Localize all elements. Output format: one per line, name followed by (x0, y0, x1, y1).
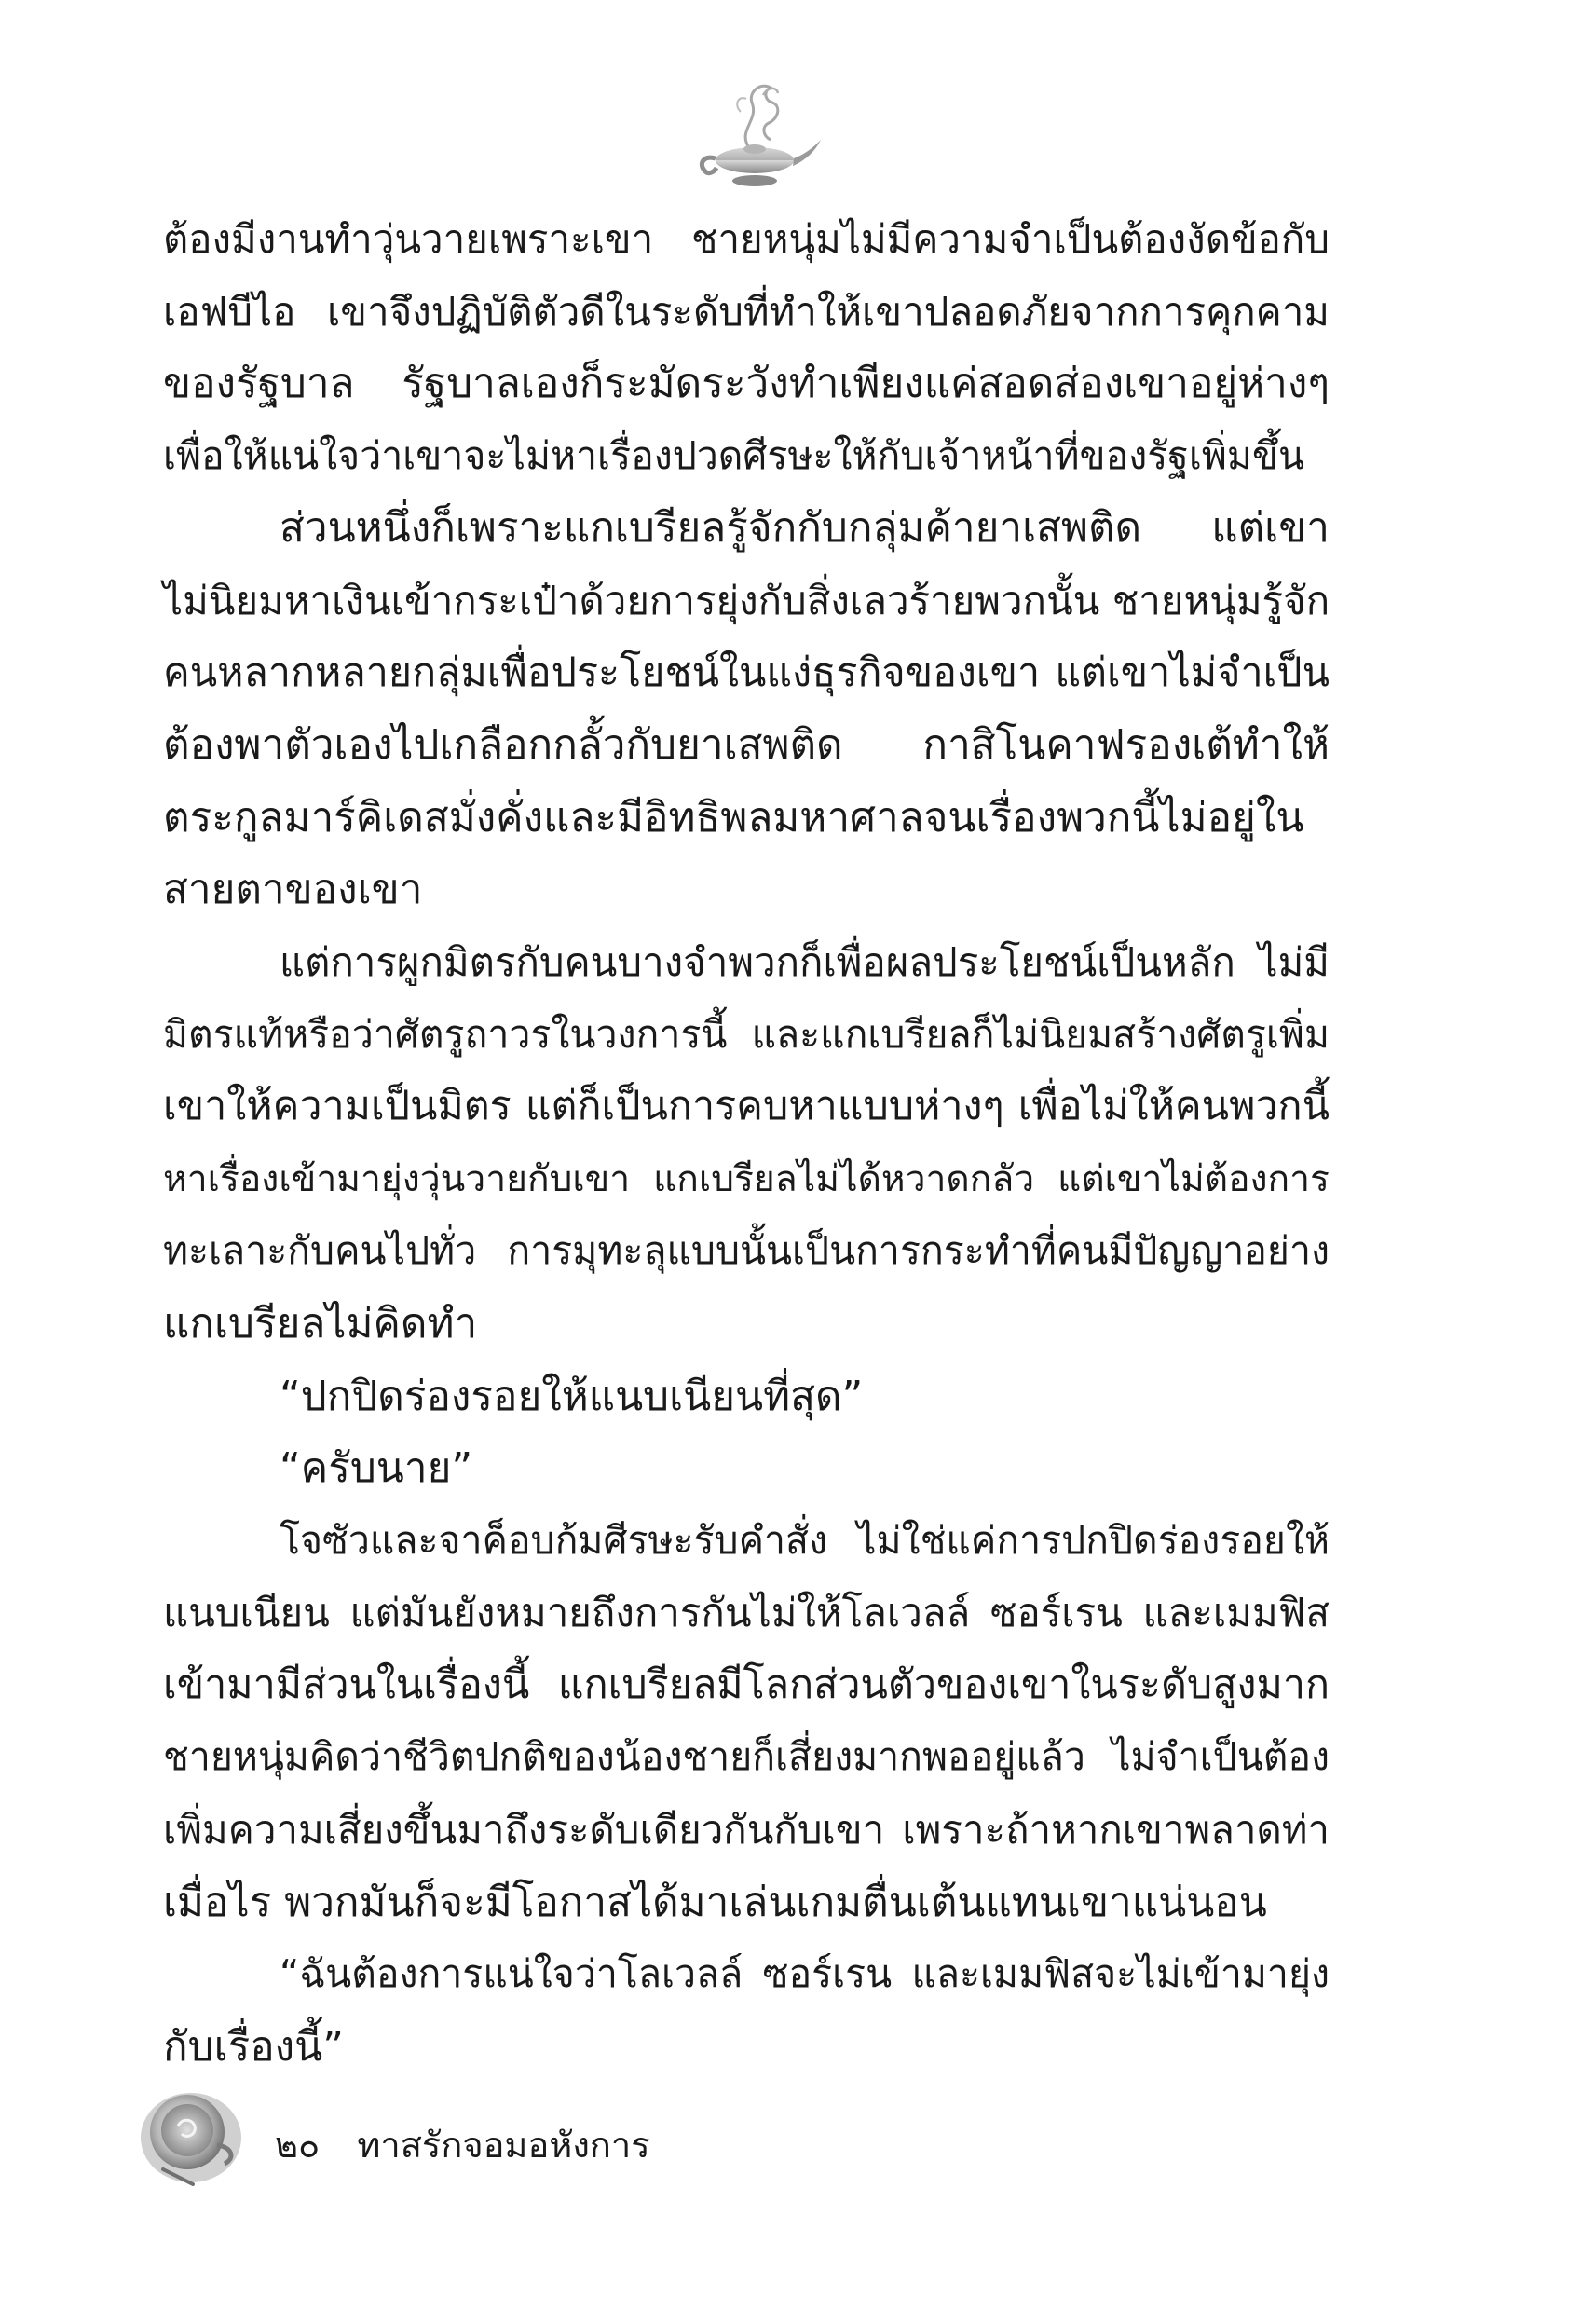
page-number: ๒๐ (275, 2125, 321, 2166)
coffee-cup-icon (135, 2080, 247, 2192)
text-line: กับเรื่องนี้” (163, 2022, 345, 2071)
text-line: “ปกปิดร่องรอยให้แนบเนียนที่สุด” (280, 1372, 864, 1420)
text-line: คนหลากหลายกลุ่มเพื่อประโยชน์ในแง่ธุรกิจของเขา แต่เขาไม่จำเป็น (163, 649, 1330, 696)
text-line: ต้องมีงานทำวุ่นวายเพราะเขา ชายหนุ่มไม่มีความจำเป็นต้องงัดข้อกับ (163, 216, 1330, 262)
text-line: ชายหนุ่มคิดว่าชีวิตปกติของน้องชายก็เสี่ยงมากพออยู่แล้ว ไม่จำเป็นต้อง (163, 1734, 1330, 1780)
text-line: แกเบรียลไม่คิดทำ (163, 1299, 478, 1347)
text-line: ทะเลาะกับคนไปทั่ว การมุทะลุแบบนั้นเป็นการกระทำที่คนมีปัญญาอย่าง (163, 1228, 1330, 1274)
text-line: หาเรื่องเข้ามายุ่งวุ่นวายกับเขา แกเบรียลไม่ได้หวาดกลัว แต่เขาไม่ต้องการ (163, 1157, 1330, 1200)
text-line: โจซัวและจาค็อบก้มศีรษะรับคำสั่ง ไม่ใช่แค่การปกปิดร่องรอยให้ (280, 1517, 1330, 1563)
body-text (163, 203, 1330, 2083)
text-line: ส่วนหนึ่งก็เพราะแกเบรียลรู้จักกับกลุ่มค้ายาเสพติด แต่เขา (280, 504, 1330, 553)
text-line: เขาให้ความเป็นมิตร แต่ก็เป็นการคบหาแบบห่างๆ เพื่อไม่ให้คนพวกนี้ (163, 1083, 1330, 1130)
text-line: ไม่นิยมหาเงินเข้ากระเป๋าด้วยการยุ่งกับสิ่งเลวร้ายพวกนั้น ชายหนุ่มรู้จัก (163, 577, 1330, 623)
text-line: แนบเนียน แต่มันยังหมายถึงการกันไม่ให้โลเวลล์ ซอร์เรน และเมมฟิส (163, 1590, 1330, 1636)
text-line: แต่การผูกมิตรกับคนบางจำพวกก็เพื่อผลประโยชน์เป็นหลัก ไม่มี (280, 938, 1330, 985)
text-line: สายตาของเขา (163, 866, 423, 914)
text-line: เข้ามามีส่วนในเรื่องนี้ แกเบรียลมีโลกส่วนตัวของเขาในระดับสูงมาก (163, 1661, 1330, 1708)
genie-lamp-icon (685, 75, 825, 196)
page-footer (275, 2123, 650, 2167)
text-line: เพื่อให้แน่ใจว่าเขาจะไม่หาเรื่องปวดศีรษะให้กับเจ้าหน้าที่ของรัฐเพิ่มขึ้น (163, 432, 1304, 478)
text-line: เอฟบีไอ เขาจึงปฏิบัติตัวดีในระดับที่ทำให้เขาปลอดภัยจากการคุกคาม (163, 288, 1330, 335)
text-line: ตระกูลมาร์คิเดสมั่งคั่งและมีอิทธิพลมหาศาลจนเรื่องพวกนี้ไม่อยู่ใน (163, 793, 1304, 841)
text-line: มิตรแท้หรือว่าศัตรูถาวรในวงการนี้ และแกเบรียลก็ไม่นิยมสร้างศัตรูเพิ่ม (163, 1011, 1330, 1057)
text-line: ต้องพาตัวเองไปเกลือกกลั้วกับยาเสพติด กาสิโนคาฟรองเต้ทำให้ (163, 721, 1330, 770)
text-line: เพิ่มความเสี่ยงขึ้นมาถึงระดับเดียวกันกับเขา เพราะถ้าหากเขาพลาดท่า (163, 1807, 1330, 1853)
text-line: ของรัฐบาล รัฐบาลเองก็ระมัดระวังทำเพียงแค่สอดส่องเขาอยู่ห่างๆ (163, 360, 1330, 408)
text-line: “ฉันต้องการแน่ใจว่าโลเวลล์ ซอร์เรน และเมมฟิสจะไม่เข้ามายุ่ง (280, 1951, 1330, 1997)
text-line: เมื่อไร พวกมันก็จะมีโอกาสได้มาเล่นเกมตื่นเต้นแทนเขาแน่นอน (163, 1878, 1267, 1926)
book-title: ทาสรักจอมอหังการ (357, 2125, 650, 2166)
text-line: “ครับนาย” (280, 1444, 473, 1493)
